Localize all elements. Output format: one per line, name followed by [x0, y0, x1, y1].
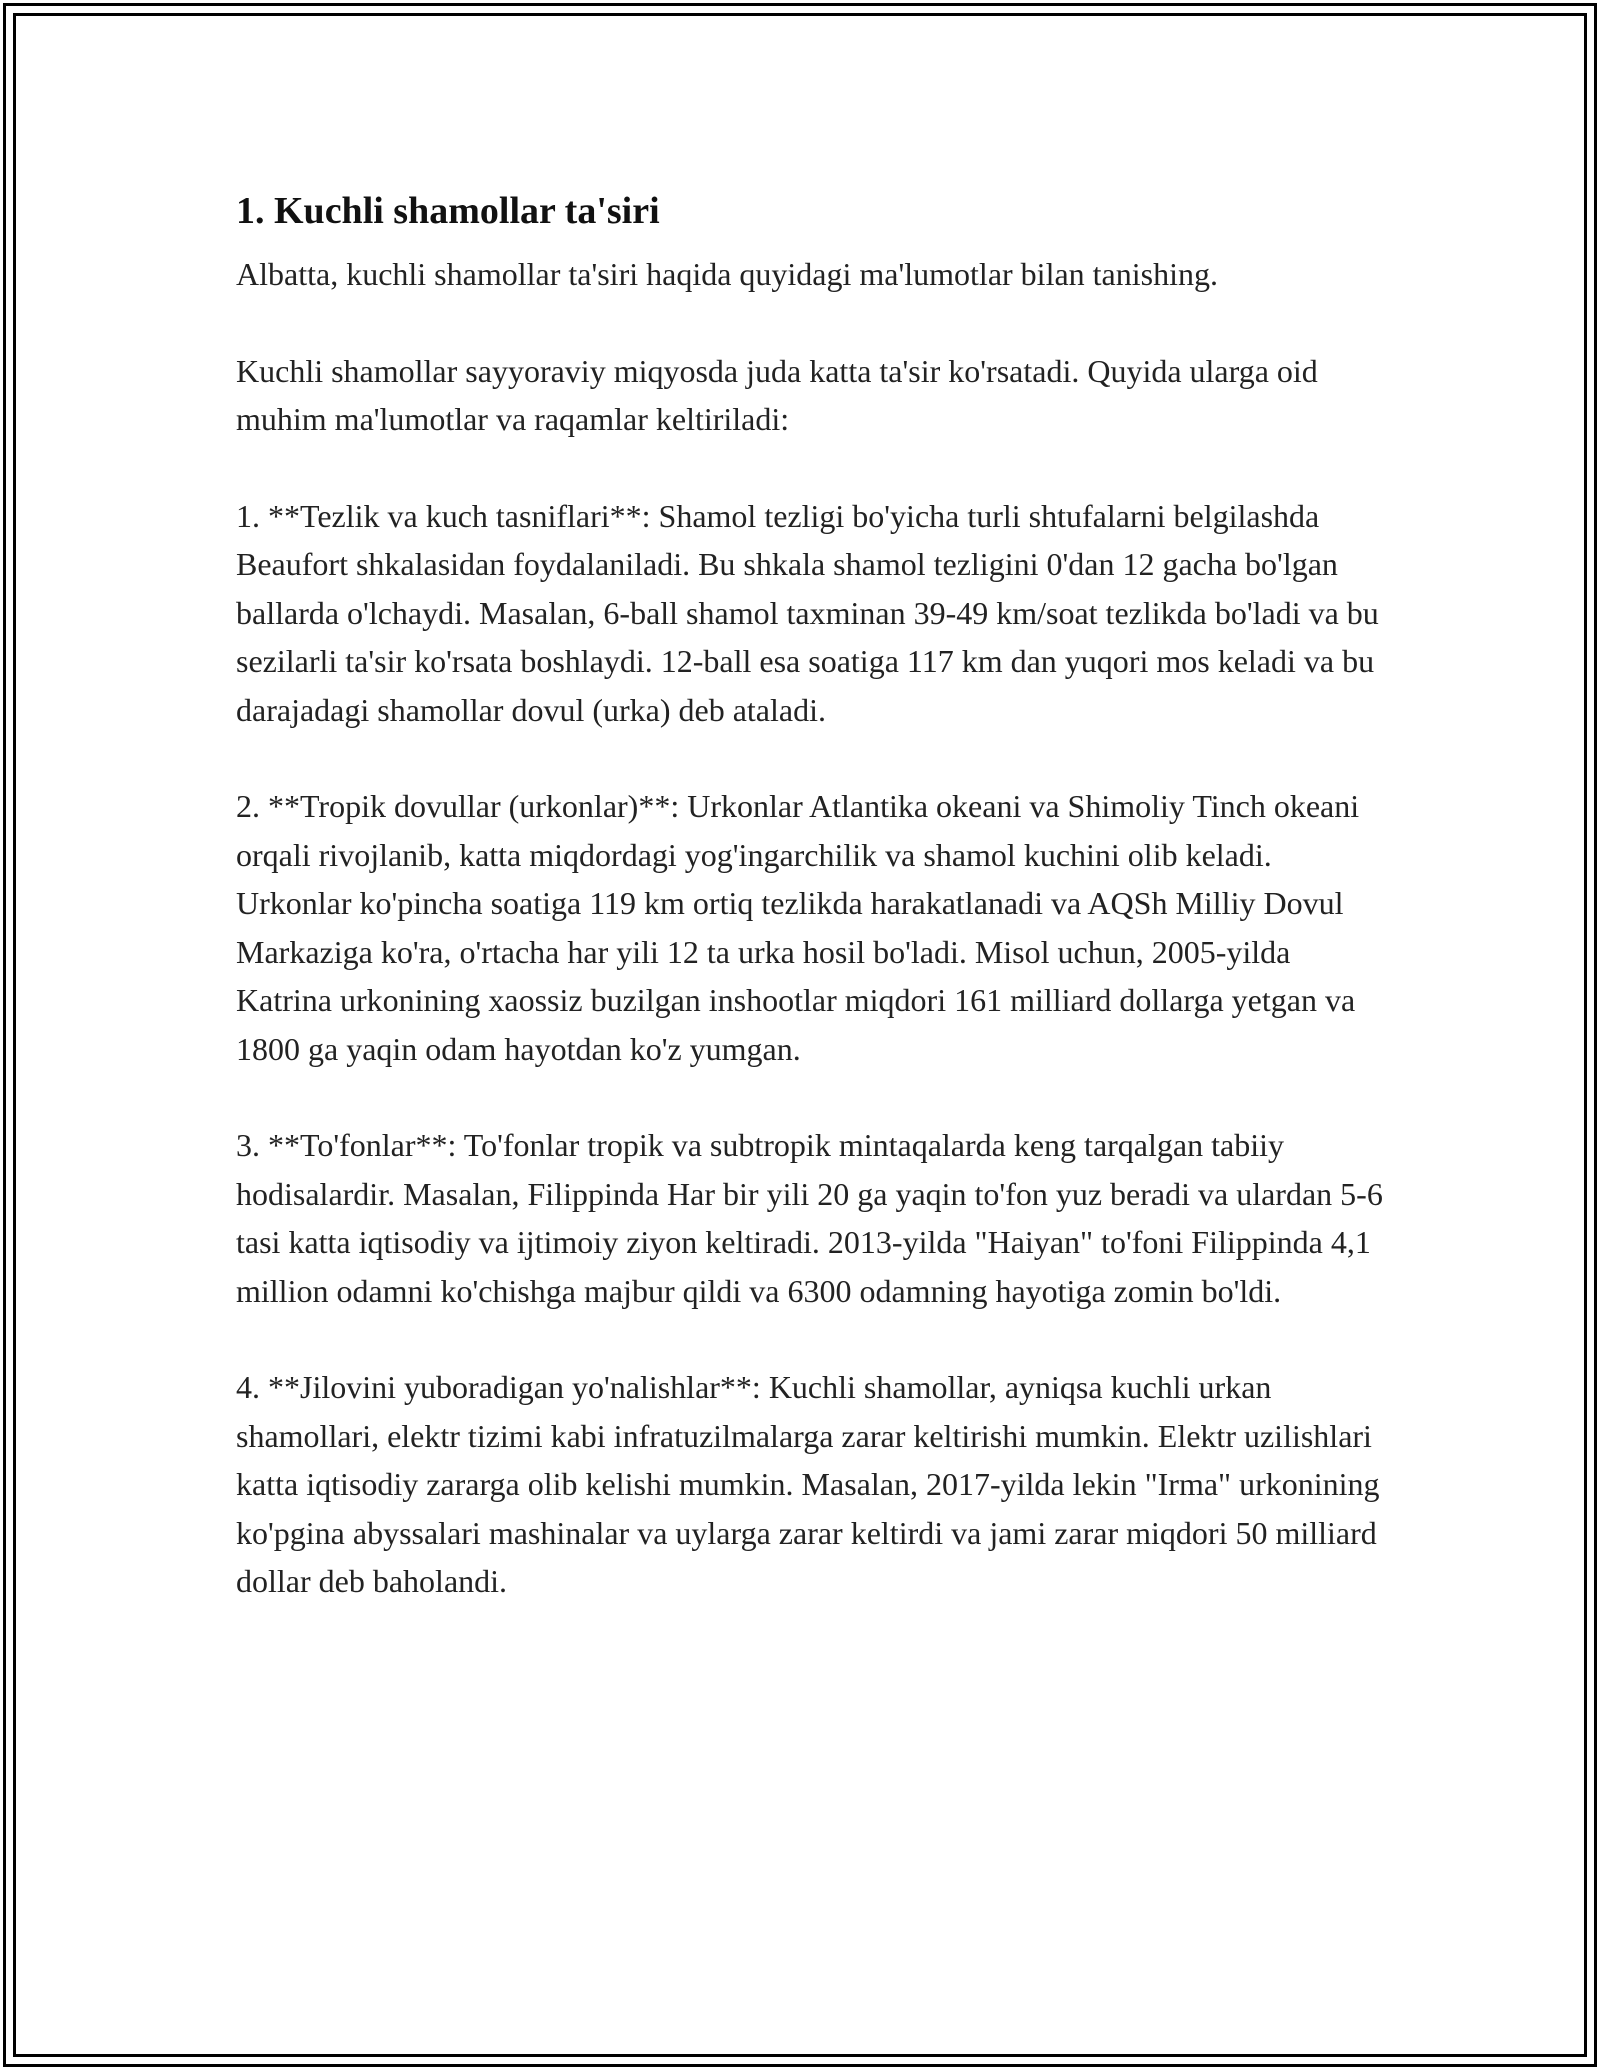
document-body [236, 186, 1386, 1654]
section-tropical-storms: 2. **Tropik dovullar (urkonlar)**: Urkonlar Atlantika okeani va Shimoliy Tinch okeani orqali rivojlanib, katta miqdordagi yog'ingarchilik va shamol kuchini olib keladi. Urkonlar ko'pincha soatiga 119 km ortiq tezlikda harakatlanadi va AQSh Milliy Dovul Markaziga ko'ra, o'rtacha har yili 12 ta urka hosil bo'ladi. Misol uchun, 2005-yilda Katrina urkonining xaossiz buzilgan inshootlar miqdori 161 milliard dollarga yetgan va 1800 ga yaqin odam hayotdan ko'z yumgan. [236, 788, 1360, 1067]
document-title: 1. Kuchli shamollar ta'siri [236, 190, 660, 232]
section-speed-classification: 1. **Tezlik va kuch tasniflari**: Shamol tezligi bo'yicha turli shtufalarni belgilashda Beaufort shkalasidan foydalaniladi. Bu shkala shamol tezligini 0'dan 12 gacha bo'lgan ballarda o'lchaydi. Masalan, 6-ball shamol taxminan 39-49 km/soat tezlikda bo'ladi va bu sezilarli ta'sir ko'rsata boshlaydi. 12-ball esa soatiga 117 km dan yuqori mos keladi va bu darajadagi shamollar dovul (urka) deb ataladi. [236, 497, 1379, 728]
intro-paragraph: Albatta, kuchli shamollar ta'siri haqida quyidagi ma'lumotlar bilan tanishing. [236, 256, 1218, 292]
overview-paragraph: Kuchli shamollar sayyoraviy miqyosda juda katta ta'sir ko'rsatadi. Quyida ularga oid muhim ma'lumotlar va raqamlar keltiriladi: [236, 352, 1318, 437]
section-infrastructure: 4. **Jilovini yuboradigan yo'nalishlar**: Kuchli shamollar, ayniqsa kuchli urkan shamollari, elektr tizimi kabi infratuzilmalarga zarar keltirishi mumkin. Elektr uzilishlari katta iqtisodiy zararga olib kelishi mumkin. Masalan, 2017-yilda lekin "Irma" urkonining ko'pgina abyssalari mashinalar va uylarga zarar keltirdi va jami zarar miqdori 50 milliard dollar deb baholandi. [236, 1369, 1380, 1599]
section-typhoons: 3. **To'fonlar**: To'fonlar tropik va subtropik mintaqalarda keng tarqalgan tabiiy hodisalardir. Masalan, Filippinda Har bir yili 20 ga yaqin to'fon yuz beradi va ulardan 5-6 tasi katta iqtisodiy va ijtimoiy ziyon keltiradi. 2013-yilda "Haiyan" to'foni Filippinda 4,1 million odamni ko'chishga majbur qildi va 6300 odamning hayotiga zomin bo'ldi. [236, 1127, 1383, 1309]
